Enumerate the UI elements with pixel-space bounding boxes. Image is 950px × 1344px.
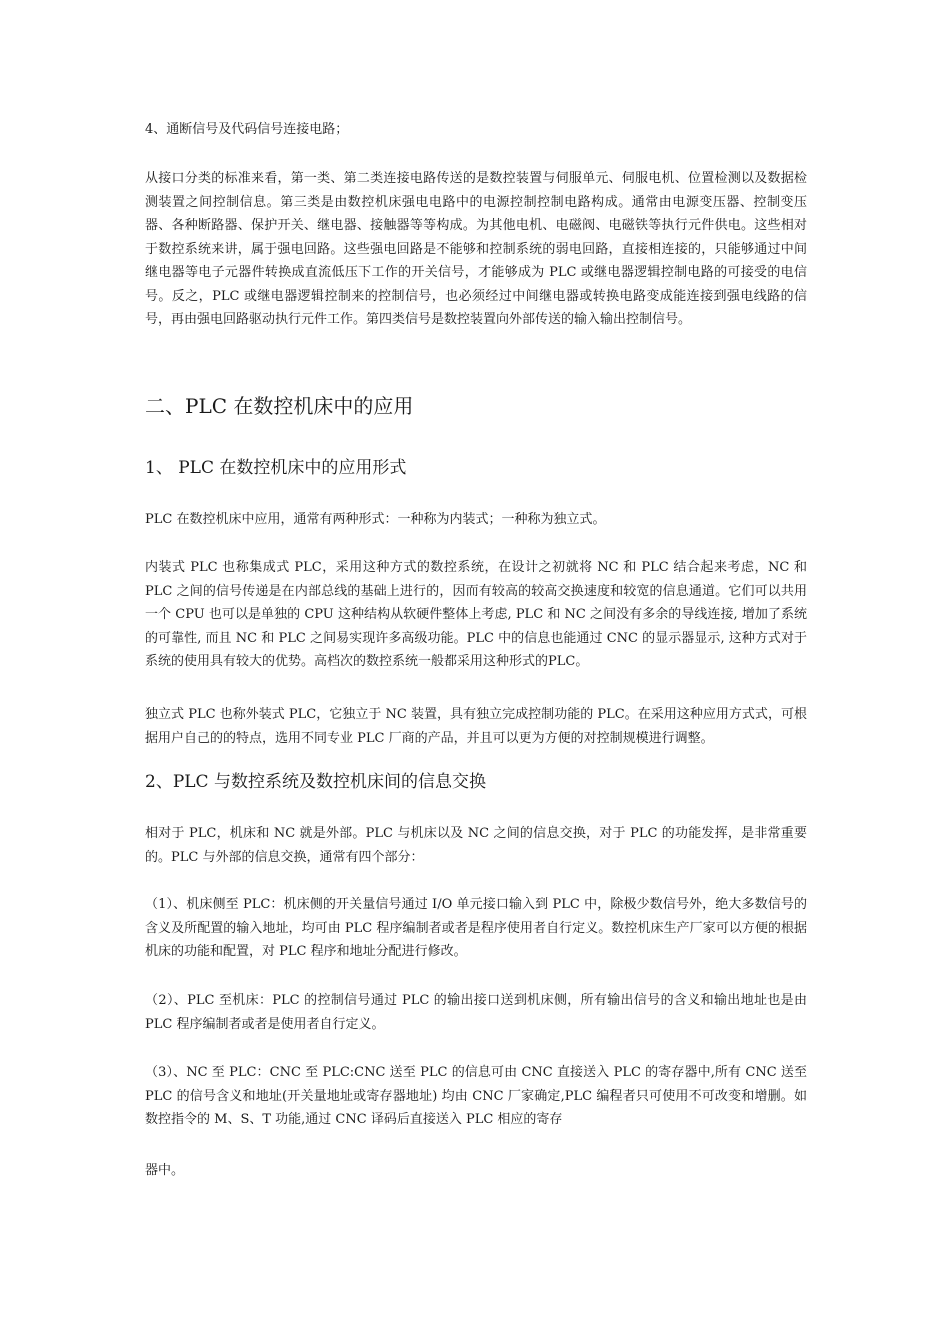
paragraph-item-4: 4、通断信号及代码信号连接电路； (145, 122, 349, 137)
section-heading-plc-application: 二、PLC 在数控机床中的应用 (145, 394, 414, 418)
paragraph-builtin-plc: 内装式 PLC 也称集成式 PLC，采用这种方式的数控系统，在设计之初就将 NC 和 PLC 结合起来考虑，NC 和 PLC 之间的信号传递是在内部总线的基础上进行的，因而有较高的较高交换速度和较宽的信息通道。它们可以共用一个 CPU 也可以是单独的 CPU 这种结构从软硬件整体上考虑, PLC 和 NC 之间没有多余的导线连接, 增加了系统的可靠性, 而且 NC 和 PLC 之间易实现许多高级功能。PLC 中的信息也能通过 CNC 的显示器显示, 这种方式对于系统的使用具有较大的优势。高档次的数控系统一般都采用这种形式的PLC。 (145, 560, 807, 669)
paragraph-two-forms: PLC 在数控机床中应用，通常有两种形式：一种称为内装式；一种称为独立式。 (145, 512, 606, 527)
paragraph-interface-classification: 从接口分类的标准来看，第一类、第二类连接电路传送的是数控装置与伺服单元、伺服电机、位置检测以及数据检测装置之间控制信息。第三类是由数控机床强电电路中的电源控制控制电路构成。通常由电源变压器、控制变压器、各种断路器、保护开关、继电器、接触器等等构成。为其他电机、电磁阀、电磁铁等执行元件供电。这些相对于数控系统来讲，属于强电回路。这些强电回路是不能够和控制系统的弱电回路，直接相连接的，只能够通过中间继电器等电子元器件转换成直流低压下工作的开关信号，才能够成为 PLC 或继电器逻辑控制电路的可接受的电信号。反之，PLC 或继电器逻辑控制来的控制信号，也必须经过中间继电器或转换电路变成能连接到强电线路的信号，再由强电回路驱动执行元件工作。第四类信号是数控装置向外部传送的输入输出控制信号。 (145, 171, 807, 327)
subheading-information-exchange: 2、PLC 与数控系统及数控机床间的信息交换 (145, 772, 486, 792)
subheading-application-forms: 1、 PLC 在数控机床中的应用形式 (145, 458, 407, 478)
paragraph-tail: 器中。 (145, 1163, 185, 1178)
paragraph-standalone-plc: 独立式 PLC 也称外装式 PLC，它独立于 NC 装置，具有独立完成控制功能的 PLC。在采用这种应用方式式，可根据用户自己的的特点，选用不同专业 PLC 厂商的产品，并且可以更为方便的对控制规模进行调整。 (145, 707, 807, 746)
paragraph-nc-to-plc: （3）、NC 至 PLC：CNC 至 PLC:CNC 送至 PLC 的信息可由 CNC 直接送入 PLC 的寄存器中,所有 CNC 送至 PLC 的信号含义和地址(开关量地址或寄存器地址) 均由 CNC 厂家确定,PLC 编程者只可使用不可改变和增删。如数控指令的 M、S、T 功能,通过 CNC 译码后直接送入 PLC 相应的寄存 (145, 1065, 807, 1127)
paragraph-machine-to-plc: （1）、机床侧至 PLC：机床侧的开关量信号通过 I/O 单元接口输入到 PLC 中，除极少数信号外，绝大多数信号的含义及所配置的输入地址，均可由 PLC 程序编制者或者是程序使用者自行定义。数控机床生产厂家可以方便的根据机床的功能和配置，对 PLC 程序和地址分配进行修改。 (145, 897, 807, 959)
paragraph-exchange-intro: 相对于 PLC，机床和 NC 就是外部。PLC 与机床以及 NC 之间的信息交换，对于 PLC 的功能发挥，是非常重要的。PLC 与外部的信息交换，通常有四个部分： (145, 826, 807, 865)
paragraph-plc-to-machine: （2）、PLC 至机床：PLC 的控制信号通过 PLC 的输出接口送到机床侧，所有输出信号的含义和输出地址也是由 PLC 程序编制者或者是使用者自行定义。 (145, 993, 807, 1032)
